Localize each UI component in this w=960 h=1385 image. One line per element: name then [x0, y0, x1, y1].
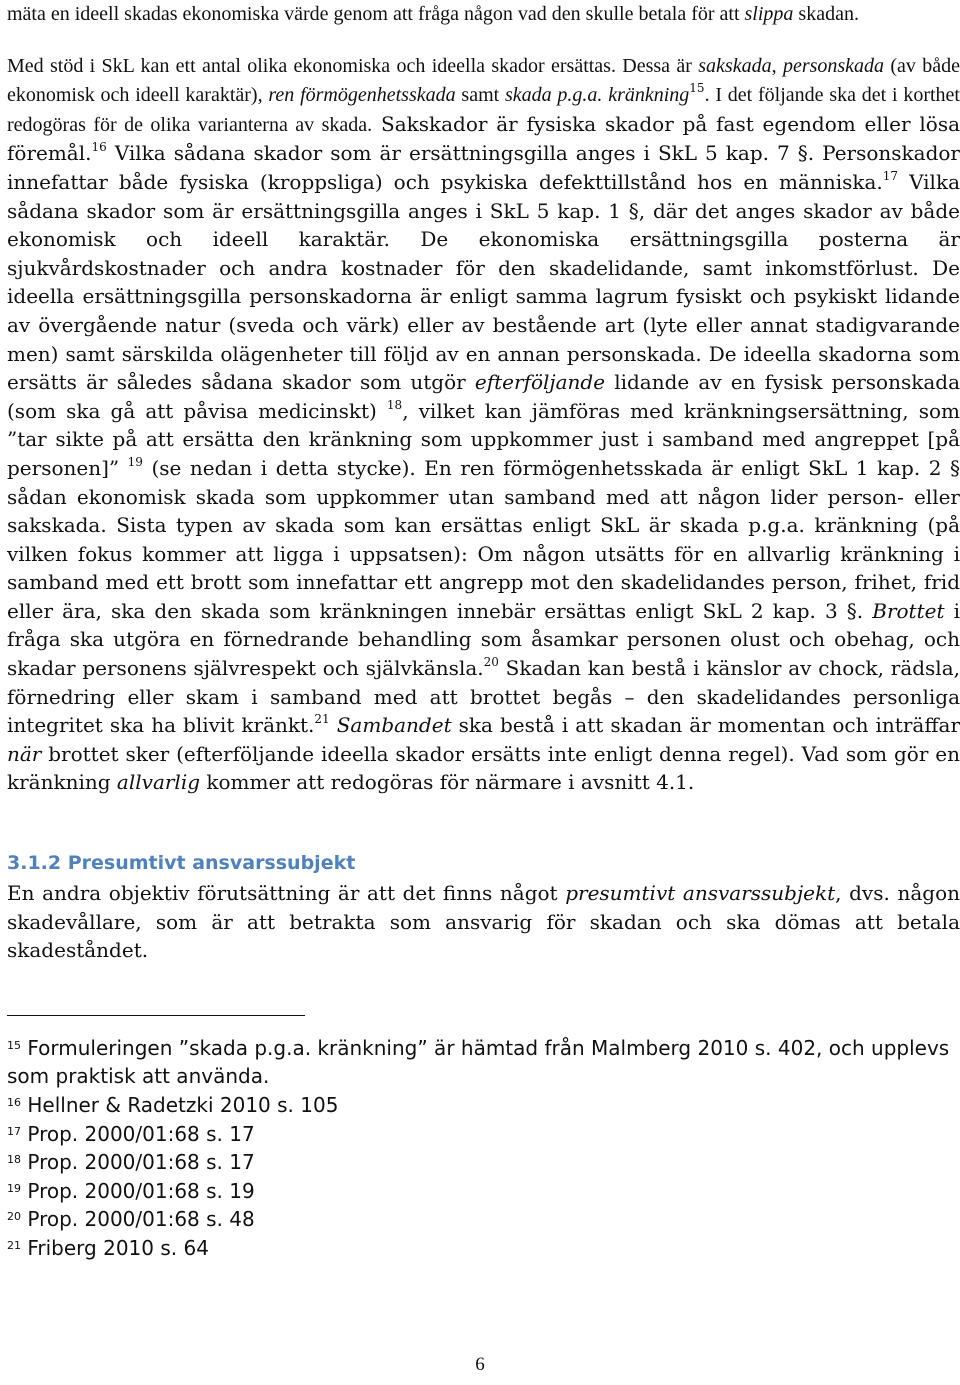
text-run: (av både ekonomisk och ideell karaktär), [7, 54, 960, 107]
emphasis-slippa: slippa [744, 3, 794, 25]
text-run: , dvs. någon skadevållare, som är att betrakta som ansvarig för skadan och ska dömas att betala skadeståndet. [7, 881, 960, 963]
footnote-number: 16 [7, 1095, 21, 1109]
text-run: Sakskador är fysiska skador på fast egendom eller lösa föremål. [7, 111, 960, 166]
body-paragraph-skadetyper [7, 51, 960, 797]
footnote-text: Prop. 2000/01:68 s. 17 [21, 1121, 255, 1146]
text-run: i fråga ska utgöra en förnedrande behandling som åsamkar personen olust och obehag, och skadar personens självrespekt och självkänsla. [7, 598, 960, 681]
emphasis-efterfoljande: efterföljande [474, 370, 606, 395]
footnote-text: Prop. 2000/01:68 s. 19 [21, 1178, 255, 1203]
body-paragraph-ansvarssubjekt [7, 879, 960, 965]
intro-text-end: skadan. [793, 3, 859, 25]
text-run: kommer att redogöras för närmare i avsnitt 4.1. [200, 770, 695, 795]
footnote-15 [7, 1034, 960, 1091]
emphasis-personskada: personskada [782, 54, 885, 77]
footnote-ref-16[interactable]: 16 [91, 140, 107, 155]
footnote-ref-15[interactable]: 15 [689, 81, 705, 96]
page-number: 6 [475, 1354, 485, 1375]
text-run: ska bestå i att skadan är momentan och inträffar [451, 713, 960, 738]
footnote-ref-19[interactable]: 19 [127, 454, 143, 469]
footnote-16 [7, 1091, 960, 1120]
footnote-number: 21 [7, 1238, 21, 1252]
footnote-text: Formuleringen ”skada p.g.a. kränkning” är hämtad från Malmberg 2010 s. 402, och upplevs som praktisk att använda. [7, 1035, 950, 1089]
text-run: brottet sker (efterföljande ideella skador ersätts inte enligt denna regel). Vad som gör en kränkning [7, 741, 960, 795]
footnote-number: 20 [7, 1210, 21, 1224]
footnote-text: Hellner & Radetzki 2010 s. 105 [21, 1093, 339, 1117]
footnote-20 [7, 1205, 960, 1234]
footnote-21 [7, 1234, 960, 1263]
text-run: Vilka sådana skador som är ersättningsgilla anges i SkL 5 kap. 7 §. Personskador innefattar både fysiska (kroppsliga) och psykiska defekttillstånd hos en människa. [7, 141, 960, 194]
footnote-19 [7, 1177, 960, 1206]
footnote-17 [7, 1120, 960, 1149]
intro-text: mäta en ideell skadas ekonomiska värde genom att fråga någon vad den skulle betala för att [7, 3, 740, 25]
footnote-18 [7, 1148, 960, 1177]
text-run: samt [455, 84, 505, 107]
footnote-ref-20[interactable]: 20 [483, 655, 499, 670]
text-run: lidande av en fysisk personskada (som ska gå att påvisa medicinskt) [7, 370, 960, 423]
footnotes-list [7, 1034, 960, 1263]
footnote-text: Prop. 2000/01:68 s. 17 [21, 1150, 255, 1175]
footnote-text: Friberg 2010 s. 64 [21, 1235, 209, 1260]
section-heading: 3.1.2 Presumtivt ansvarssubjekt [7, 852, 356, 875]
emphasis-presumtivt-ansvarssubjekt: presumtivt ansvarssubjekt [565, 881, 836, 906]
text-run: Vilka sådana skador som är ersättningsgilla anges i SkL 5 kap. 1 §, där det anges skador av både ekonomisk och ideell karaktär. De ekonomiska ersättningsgilla posterna är sjukvårdskostnader och andra kostnader för den skadelidande, samt inkomstförlust. De ideella ersättningsgilla personskadorna är enligt samma lagrum fysiskt och psykiskt lidande av övergående natur (sveda och värk) eller av bestående art (lyte eller annat stadigvarande men) samt särskilda olägenheter till följd av en annan personskada. De ideella skadorna som ersätts är således sådana skador som utgör [7, 169, 960, 395]
emphasis-sambandet: Sambandet [336, 713, 452, 738]
emphasis-brottet: Brottet [872, 598, 945, 623]
document-page [7, 0, 960, 1263]
text-run: Skadan kan bestå i känslor av chock, rädsla, förnedring eller skam i samband med att brottet begås – den skadelidandes personliga integritet ska ha blivit kränkt. [7, 656, 960, 738]
text-run: (se nedan i detta stycke). En ren förmögenhetsskada är enligt SkL 1 kap. 2 § sådan ekonomisk skada som uppkommer utan samband med att någon lider person- eller sakskada. Sista typen av skada som kan ersättas enligt SkL är skada p.g.a. kränkning (på vilken fokus kommer att ligga i uppsatsen): Om någon utsätts för en allvarlig kränkning i samband med ett brott som innefattar ett angrepp mot den skadelidandes person, frihet, frid eller ära, ska den skada som kränkningen innebär ersättas enligt SkL 2 kap. 3 §. [7, 455, 960, 623]
emphasis-allvarlig: allvarlig [116, 770, 201, 795]
footnote-text: Prop. 2000/01:68 s. 48 [21, 1207, 255, 1232]
footnote-ref-21[interactable]: 21 [314, 712, 330, 727]
footnote-number: 17 [7, 1124, 21, 1138]
text-run: , [771, 54, 783, 77]
footnote-separator [7, 1015, 305, 1016]
intro-paragraph [7, 0, 960, 29]
footnote-number: 15 [7, 1038, 21, 1052]
emphasis-nar: när [7, 741, 42, 766]
footnote-number: 19 [7, 1181, 21, 1195]
text-run: En andra objektiv förutsättning är att det finns något [7, 881, 566, 906]
text-run: Med stöd i SkL kan ett antal olika ekonomiska och ideella skador ersättas. Dessa är [7, 54, 699, 77]
text-run: . I det följande ska det i korthet redogöras för de olika varianterna av skada. [7, 84, 960, 136]
footnote-ref-17[interactable]: 17 [882, 168, 899, 183]
emphasis-skada-pga-krankning: skada p.g.a. kränkning [504, 84, 690, 107]
emphasis-sakskada: sakskada [698, 54, 772, 77]
emphasis-ren-formogenhetsskada: ren förmögenhetsskada [268, 84, 456, 107]
footnote-number: 18 [7, 1153, 21, 1167]
text-run [330, 713, 337, 737]
footnote-ref-18[interactable]: 18 [386, 397, 403, 412]
text-run: , vilket kan jämföras med kränkningsersättning, som ”tar sikte på att ersätta den kränkning som uppkommer just i samband med angreppet [på personen]” [7, 398, 960, 480]
